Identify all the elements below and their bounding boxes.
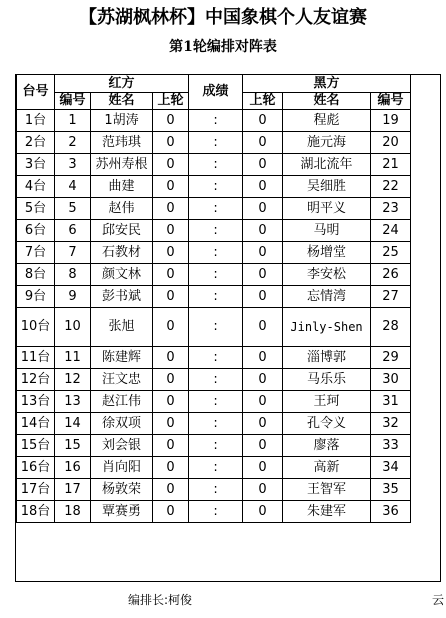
cell-black-prev: 0: [243, 132, 283, 154]
table-row: [17, 220, 411, 242]
cell-black-prev: 0: [243, 198, 283, 220]
table-row: [17, 391, 411, 413]
cell-red-prev: 0: [153, 198, 189, 220]
cell-red-num: 4: [55, 176, 91, 198]
header-black-prev: 上轮: [243, 93, 283, 110]
cell-black-num: 19: [371, 110, 411, 132]
cell-red-prev: 0: [153, 154, 189, 176]
cell-black-name: 廖落: [283, 435, 371, 457]
cell-red-num: 17: [55, 479, 91, 501]
cell-table-no: 10台: [17, 308, 55, 347]
cell-black-num: 25: [371, 242, 411, 264]
cell-red-name: 张旭: [91, 308, 153, 347]
cell-black-num: 23: [371, 198, 411, 220]
cell-black-name: 马明: [283, 220, 371, 242]
cell-black-prev: 0: [243, 413, 283, 435]
cell-red-prev: 0: [153, 501, 189, 523]
cell-red-num: 11: [55, 347, 91, 369]
cell-black-num: 24: [371, 220, 411, 242]
cell-red-num: 15: [55, 435, 91, 457]
cell-black-name: 淄博郭: [283, 347, 371, 369]
arranger-label: 编排长:柯俊: [128, 593, 193, 607]
cell-black-prev: 0: [243, 286, 283, 308]
cell-table-no: 3台: [17, 154, 55, 176]
cell-black-prev: 0: [243, 391, 283, 413]
cell-black-name: Jinly-Shen: [283, 308, 371, 347]
cell-result: :: [189, 242, 243, 264]
cell-black-name: 施元海: [283, 132, 371, 154]
corner-text: 云: [432, 593, 445, 607]
cell-black-name: 湖北流年: [283, 154, 371, 176]
header-black-num: 编号: [371, 93, 411, 110]
cell-black-name: 马乐乐: [283, 369, 371, 391]
cell-red-num: 6: [55, 220, 91, 242]
table-row: [17, 501, 411, 523]
cell-table-no: 15台: [17, 435, 55, 457]
cell-red-num: 14: [55, 413, 91, 435]
cell-red-name: 杨敦荣: [91, 479, 153, 501]
cell-result: :: [189, 369, 243, 391]
table-row: [17, 176, 411, 198]
cell-black-num: 28: [371, 308, 411, 347]
cell-table-no: 2台: [17, 132, 55, 154]
table-row: [17, 457, 411, 479]
cell-table-no: 4台: [17, 176, 55, 198]
cell-black-name: 高新: [283, 457, 371, 479]
cell-black-num: 21: [371, 154, 411, 176]
cell-black-name: 孔令义: [283, 413, 371, 435]
cell-table-no: 13台: [17, 391, 55, 413]
cell-black-prev: 0: [243, 347, 283, 369]
cell-red-prev: 0: [153, 242, 189, 264]
cell-black-num: 34: [371, 457, 411, 479]
cell-red-name: 覃赛勇: [91, 501, 153, 523]
cell-red-name: 邱安民: [91, 220, 153, 242]
cell-red-name: 彭书斌: [91, 286, 153, 308]
cell-black-num: 20: [371, 132, 411, 154]
cell-result: :: [189, 479, 243, 501]
table-row: [17, 132, 411, 154]
cell-red-prev: 0: [153, 479, 189, 501]
cell-red-name: 赵江伟: [91, 391, 153, 413]
header-result: 成绩: [189, 75, 243, 110]
cell-red-name: 赵伟: [91, 198, 153, 220]
table-row: [17, 242, 411, 264]
cell-black-name: 王智军: [283, 479, 371, 501]
cell-black-name: 明平义: [283, 198, 371, 220]
cell-red-name: 苏州寿根: [91, 154, 153, 176]
cell-red-num: 3: [55, 154, 91, 176]
cell-result: :: [189, 198, 243, 220]
cell-black-num: 35: [371, 479, 411, 501]
cell-red-prev: 0: [153, 176, 189, 198]
cell-table-no: 12台: [17, 369, 55, 391]
cell-table-no: 5台: [17, 198, 55, 220]
cell-result: :: [189, 264, 243, 286]
cell-black-name: 程彪: [283, 110, 371, 132]
cell-red-num: 5: [55, 198, 91, 220]
cell-red-prev: 0: [153, 220, 189, 242]
cell-result: :: [189, 391, 243, 413]
table-row: [17, 154, 411, 176]
cell-black-prev: 0: [243, 457, 283, 479]
cell-red-prev: 0: [153, 132, 189, 154]
cell-black-prev: 0: [243, 435, 283, 457]
cell-red-num: 2: [55, 132, 91, 154]
cell-red-prev: 0: [153, 347, 189, 369]
cell-black-prev: 0: [243, 501, 283, 523]
cell-red-name: 石教材: [91, 242, 153, 264]
cell-red-prev: 0: [153, 110, 189, 132]
table-row: [17, 110, 411, 132]
cell-table-no: 17台: [17, 479, 55, 501]
cell-black-num: 36: [371, 501, 411, 523]
header-black-side: 黑方: [243, 75, 411, 93]
cell-black-prev: 0: [243, 176, 283, 198]
header-row-top: [17, 75, 411, 93]
cell-red-num: 7: [55, 242, 91, 264]
cell-black-num: 26: [371, 264, 411, 286]
cell-result: :: [189, 132, 243, 154]
cell-table-no: 1台: [17, 110, 55, 132]
cell-result: :: [189, 413, 243, 435]
cell-red-num: 18: [55, 501, 91, 523]
cell-black-name: 吴细胜: [283, 176, 371, 198]
cell-red-num: 8: [55, 264, 91, 286]
cell-table-no: 7台: [17, 242, 55, 264]
cell-black-prev: 0: [243, 220, 283, 242]
cell-red-num: 12: [55, 369, 91, 391]
cell-red-num: 13: [55, 391, 91, 413]
pairing-table: [16, 74, 411, 523]
cell-black-num: 32: [371, 413, 411, 435]
cell-red-num: 1: [55, 110, 91, 132]
cell-result: :: [189, 501, 243, 523]
cell-red-num: 16: [55, 457, 91, 479]
cell-black-name: 李安松: [283, 264, 371, 286]
cell-red-num: 9: [55, 286, 91, 308]
cell-black-name: 王珂: [283, 391, 371, 413]
cell-red-name: 刘会银: [91, 435, 153, 457]
page-title: 【苏湖枫林杯】中国象棋个人友谊赛: [79, 7, 367, 28]
cell-red-num: 10: [55, 308, 91, 347]
cell-red-name: 颜文林: [91, 264, 153, 286]
table-row: [17, 369, 411, 391]
cell-red-name: 1胡涛: [91, 110, 153, 132]
table-row: [17, 413, 411, 435]
cell-red-prev: 0: [153, 264, 189, 286]
header-black-name: 姓名: [283, 93, 371, 110]
cell-result: :: [189, 154, 243, 176]
cell-black-prev: 0: [243, 242, 283, 264]
cell-result: :: [189, 176, 243, 198]
cell-black-prev: 0: [243, 264, 283, 286]
cell-black-prev: 0: [243, 369, 283, 391]
cell-result: :: [189, 286, 243, 308]
table-row: [17, 264, 411, 286]
cell-black-name: 朱建军: [283, 501, 371, 523]
cell-table-no: 6台: [17, 220, 55, 242]
cell-table-no: 8台: [17, 264, 55, 286]
table-row: [17, 479, 411, 501]
cell-table-no: 14台: [17, 413, 55, 435]
cell-red-name: 肖向阳: [91, 457, 153, 479]
cell-black-num: 33: [371, 435, 411, 457]
cell-red-prev: 0: [153, 308, 189, 347]
cell-result: :: [189, 308, 243, 347]
cell-table-no: 11台: [17, 347, 55, 369]
cell-black-prev: 0: [243, 110, 283, 132]
page-subtitle: 第1轮编排对阵表: [169, 39, 277, 55]
cell-black-num: 22: [371, 176, 411, 198]
header-red-prev: 上轮: [153, 93, 189, 110]
cell-black-num: 29: [371, 347, 411, 369]
cell-black-name: 杨增堂: [283, 242, 371, 264]
cell-red-prev: 0: [153, 413, 189, 435]
header-table-no: 台号: [17, 75, 55, 110]
cell-red-prev: 0: [153, 457, 189, 479]
cell-red-prev: 0: [153, 286, 189, 308]
cell-black-prev: 0: [243, 479, 283, 501]
cell-table-no: 16台: [17, 457, 55, 479]
header-red-name: 姓名: [91, 93, 153, 110]
table-row: [17, 347, 411, 369]
cell-result: :: [189, 435, 243, 457]
table-row: [17, 435, 411, 457]
cell-table-no: 9台: [17, 286, 55, 308]
cell-black-name: 忘情湾: [283, 286, 371, 308]
cell-red-name: 徐双项: [91, 413, 153, 435]
cell-result: :: [189, 457, 243, 479]
cell-result: :: [189, 220, 243, 242]
cell-black-num: 27: [371, 286, 411, 308]
cell-result: :: [189, 347, 243, 369]
cell-red-name: 陈建辉: [91, 347, 153, 369]
table-row: [17, 286, 411, 308]
cell-red-name: 范玮琪: [91, 132, 153, 154]
cell-table-no: 18台: [17, 501, 55, 523]
table-row: [17, 198, 411, 220]
cell-red-prev: 0: [153, 435, 189, 457]
cell-black-prev: 0: [243, 308, 283, 347]
cell-black-num: 31: [371, 391, 411, 413]
table-row: [17, 308, 411, 347]
cell-red-name: 汪文忠: [91, 369, 153, 391]
header-red-num: 编号: [55, 93, 91, 110]
cell-black-num: 30: [371, 369, 411, 391]
cell-black-prev: 0: [243, 154, 283, 176]
cell-result: :: [189, 110, 243, 132]
cell-red-prev: 0: [153, 369, 189, 391]
cell-red-prev: 0: [153, 391, 189, 413]
header-red-side: 红方: [55, 75, 189, 93]
cell-red-name: 曲建: [91, 176, 153, 198]
